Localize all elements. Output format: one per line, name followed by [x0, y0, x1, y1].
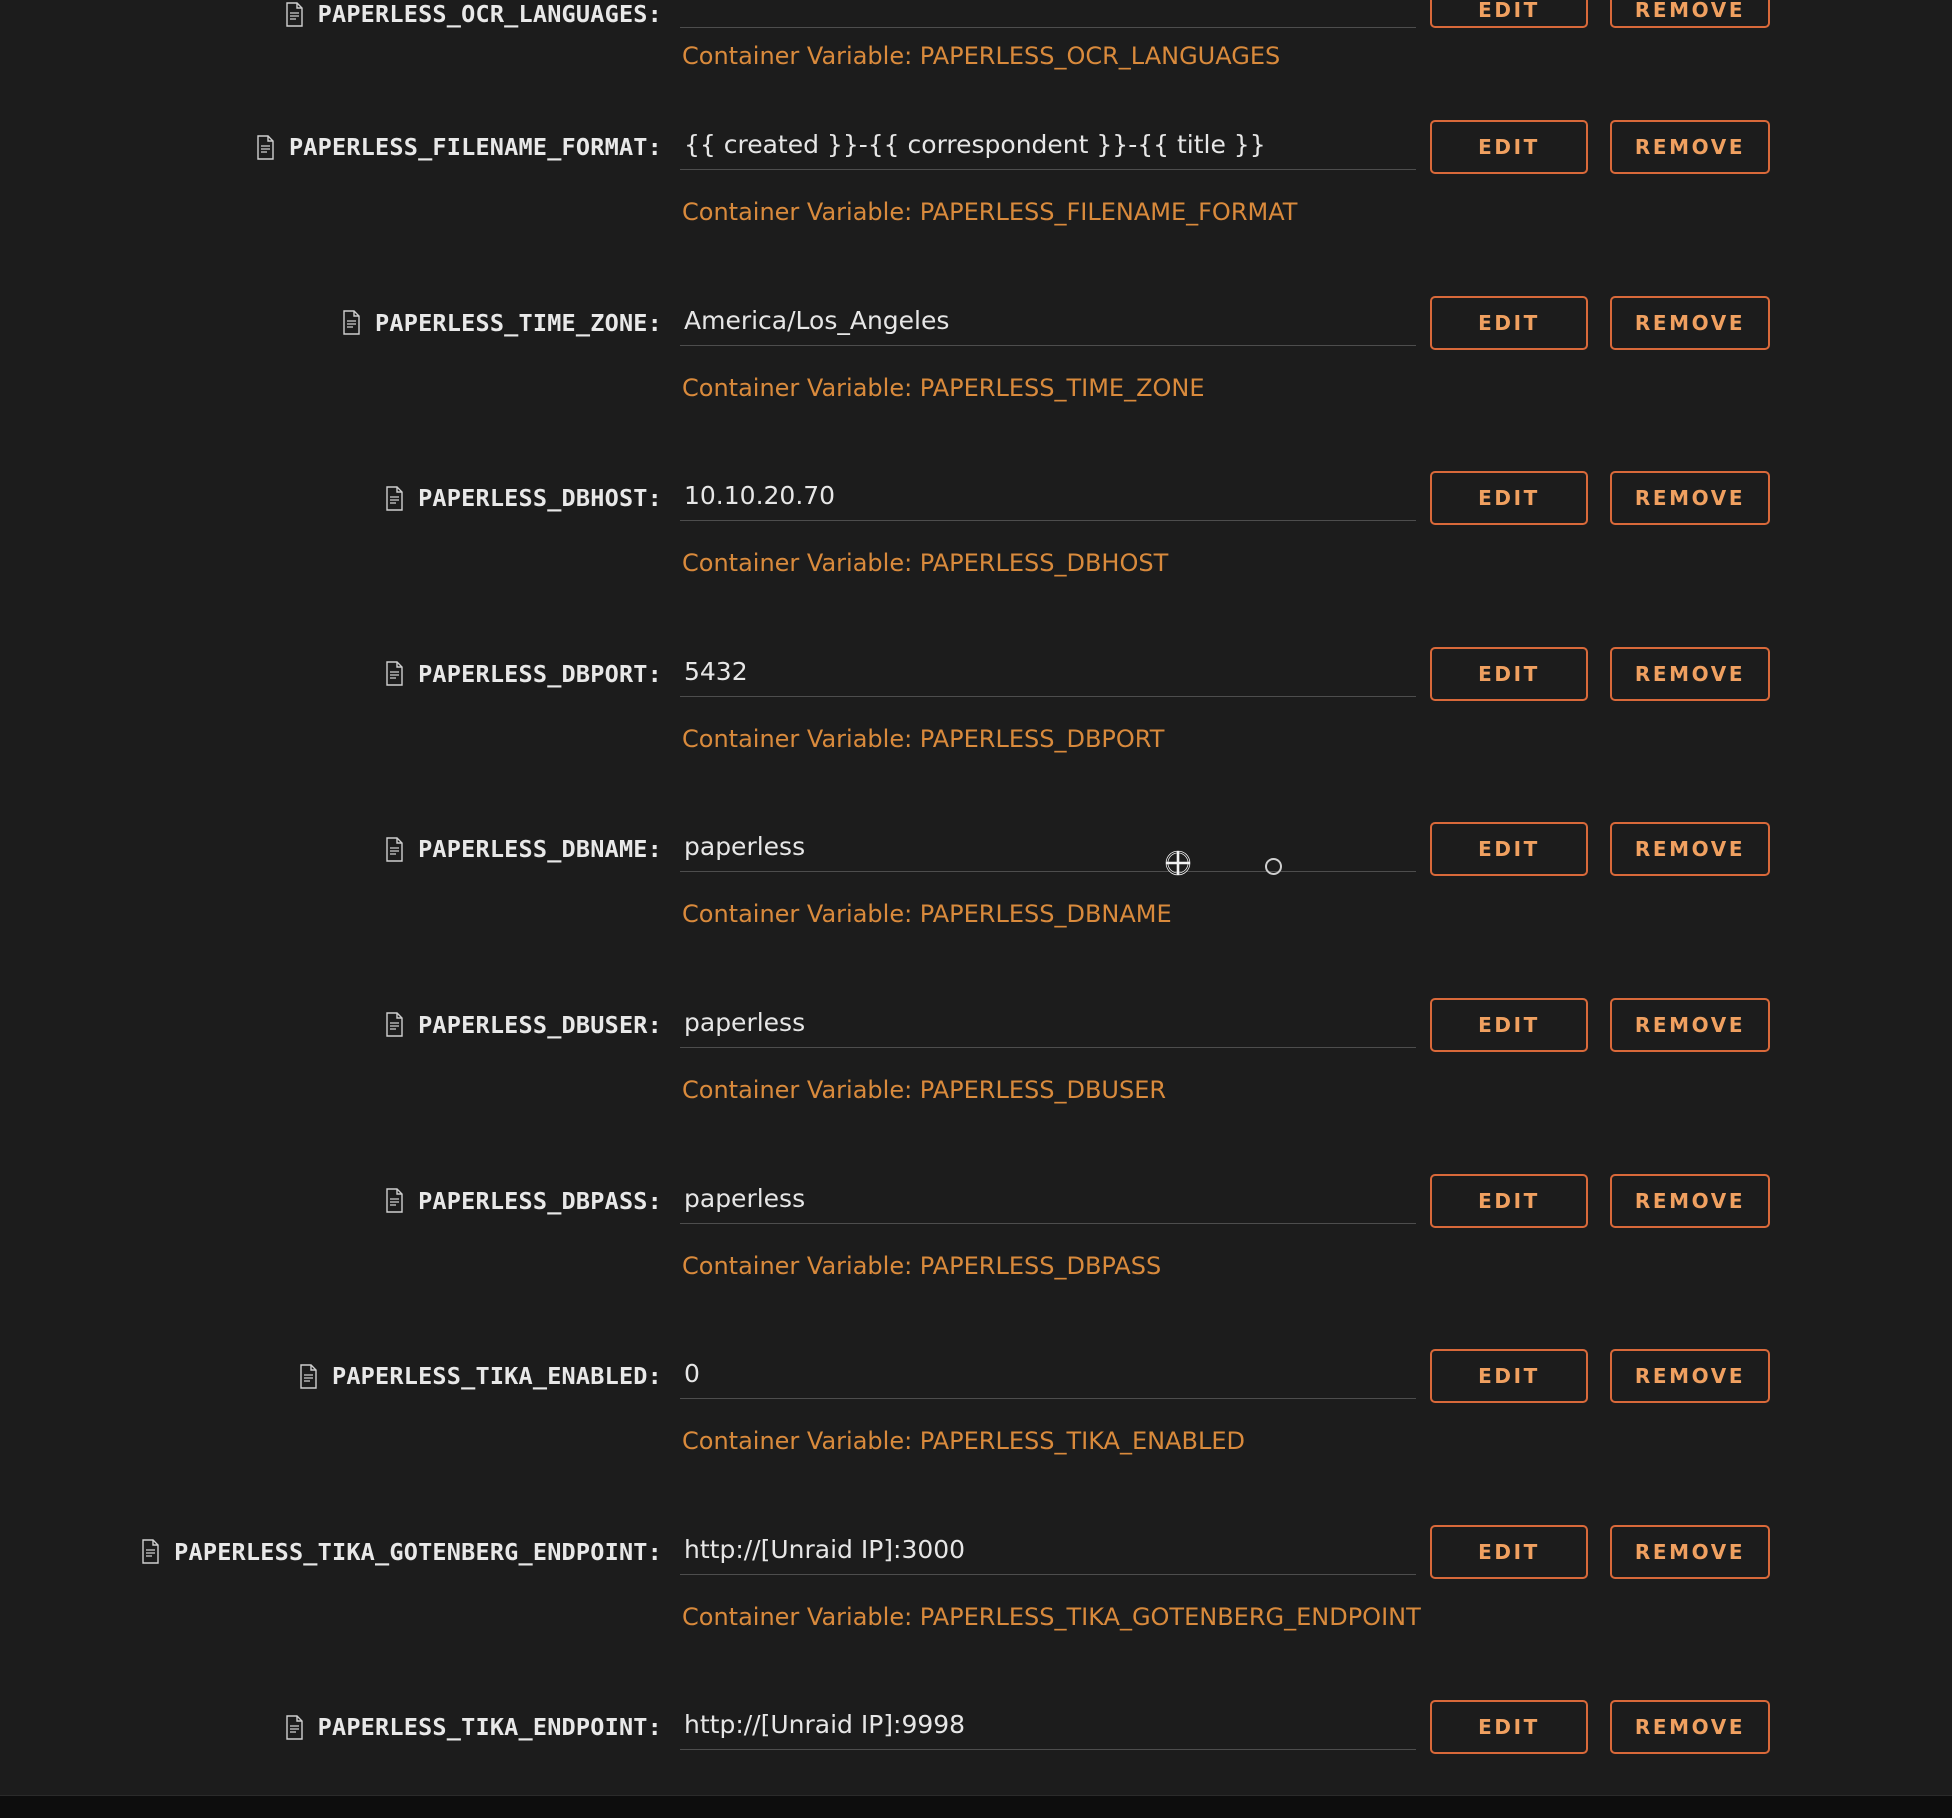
row-helper-text: Container Variable: PAPERLESS_DBNAME: [682, 900, 1172, 929]
row-actions: [1412, 120, 1770, 174]
row-helper-text: Container Variable: PAPERLESS_TIKA_ENABLED: [682, 1427, 1245, 1456]
row-main: [0, 637, 1952, 711]
edit-button[interactable]: EDIT: [1430, 647, 1588, 701]
row-label: PAPERLESS_FILENAME_FORMAT:: [288, 133, 662, 161]
document-icon: [255, 135, 276, 160]
document-icon: [384, 1012, 405, 1037]
row-label-cell: [0, 133, 672, 161]
row-actions: [1412, 1174, 1770, 1228]
document-icon: [284, 1715, 305, 1740]
variable-value-input[interactable]: [680, 1704, 1416, 1750]
table-row: [0, 1164, 1952, 1340]
row-actions: [1412, 296, 1770, 350]
row-label-cell: [0, 1011, 672, 1039]
table-row: [0, 988, 1952, 1164]
table-row: [0, 1690, 1952, 1786]
row-main: [0, 110, 1952, 184]
edit-button[interactable]: EDIT: [1430, 822, 1588, 876]
row-label-cell: [0, 1713, 672, 1741]
row-input-cell: [672, 124, 1412, 170]
row-label-cell: [0, 1187, 672, 1215]
row-actions: [1412, 1349, 1770, 1403]
edit-button[interactable]: EDIT: [1430, 1700, 1588, 1754]
variable-value-input[interactable]: [680, 1002, 1416, 1048]
variable-value-input[interactable]: [680, 0, 1416, 28]
row-helper-text: Container Variable: PAPERLESS_DBPORT: [682, 724, 1165, 753]
document-icon: [384, 486, 405, 511]
row-actions: [1412, 998, 1770, 1052]
row-input-cell: [672, 1704, 1412, 1750]
table-row: [0, 1339, 1952, 1515]
variable-value-input[interactable]: [680, 1178, 1416, 1224]
row-label-cell: [0, 309, 672, 337]
document-icon: [384, 1188, 405, 1213]
row-input-cell: [672, 300, 1412, 346]
row-label-cell: [0, 1538, 672, 1566]
remove-button[interactable]: REMOVE: [1610, 471, 1770, 525]
row-input-cell: [672, 0, 1412, 28]
row-main: [0, 1690, 1952, 1764]
remove-button[interactable]: REMOVE: [1610, 647, 1770, 701]
row-label: PAPERLESS_DBUSER:: [418, 1010, 662, 1039]
table-row: [0, 637, 1952, 813]
edit-button[interactable]: EDIT: [1430, 998, 1588, 1052]
edit-button[interactable]: EDIT: [1430, 1174, 1588, 1228]
row-label-cell: [0, 0, 672, 28]
row-label: PAPERLESS_DBPORT:: [418, 659, 662, 688]
variable-value-input[interactable]: [680, 300, 1416, 346]
edit-button[interactable]: EDIT: [1430, 1525, 1588, 1579]
table-row: [0, 286, 1952, 462]
row-input-cell: [672, 1353, 1412, 1399]
table-row: [0, 812, 1952, 988]
row-helper-text: Container Variable: PAPERLESS_FILENAME_FORMAT: [682, 198, 1298, 226]
row-label: PAPERLESS_TIME_ZONE:: [375, 308, 662, 337]
row-actions: [1412, 0, 1770, 28]
row-helper-text: Container Variable: PAPERLESS_DBPASS: [682, 1251, 1162, 1280]
row-helper-text: Container Variable: PAPERLESS_TIME_ZONE: [682, 373, 1205, 402]
row-main: [0, 1339, 1952, 1413]
variable-value-input[interactable]: [680, 1529, 1416, 1575]
row-label: PAPERLESS_DBPASS:: [418, 1186, 662, 1215]
row-label: PAPERLESS_TIKA_ENABLED:: [331, 1362, 662, 1391]
row-helper-text: Container Variable: PAPERLESS_DBHOST: [682, 549, 1169, 578]
remove-button[interactable]: REMOVE: [1610, 1174, 1770, 1228]
row-main: [0, 461, 1952, 535]
document-icon: [284, 2, 305, 27]
row-label: PAPERLESS_DBHOST:: [418, 484, 662, 513]
edit-button[interactable]: EDIT: [1430, 471, 1588, 525]
row-label: PAPERLESS_TIKA_ENDPOINT:: [317, 1713, 662, 1742]
remove-button[interactable]: REMOVE: [1610, 0, 1770, 28]
edit-button[interactable]: EDIT: [1430, 0, 1588, 28]
variable-value-input[interactable]: [680, 124, 1416, 170]
row-helper-text: Container Variable: PAPERLESS_TIKA_GOTENBERG_ENDPOINT: [682, 1602, 1421, 1631]
row-helper-text: Container Variable: PAPERLESS_DBUSER: [682, 1075, 1167, 1104]
row-helper-text: Container Variable: PAPERLESS_OCR_LANGUAGES: [682, 42, 1281, 70]
row-input-cell: [672, 826, 1412, 872]
table-row: [0, 110, 1952, 286]
variable-value-input[interactable]: [680, 1353, 1416, 1399]
variable-value-input[interactable]: [680, 826, 1416, 872]
row-actions: [1412, 471, 1770, 525]
row-input-cell: [672, 651, 1412, 697]
row-input-cell: [672, 1529, 1412, 1575]
document-icon: [298, 1364, 319, 1389]
row-input-cell: [672, 1002, 1412, 1048]
remove-button[interactable]: REMOVE: [1610, 120, 1770, 174]
row-label: PAPERLESS_DBNAME:: [418, 835, 662, 864]
row-label-cell: [0, 835, 672, 863]
remove-button[interactable]: REMOVE: [1610, 822, 1770, 876]
variable-value-input[interactable]: [680, 651, 1416, 697]
remove-button[interactable]: REMOVE: [1610, 1349, 1770, 1403]
horizontal-scrollbar[interactable]: [0, 1795, 1952, 1818]
table-row: [0, 0, 1952, 110]
variable-value-input[interactable]: [680, 475, 1416, 521]
row-label-cell: [0, 484, 672, 512]
row-main: [0, 0, 1952, 28]
row-main: [0, 812, 1952, 886]
row-main: [0, 1515, 1952, 1589]
row-actions: [1412, 647, 1770, 701]
row-actions: [1412, 822, 1770, 876]
row-label-cell: [0, 1362, 672, 1390]
remove-button[interactable]: REMOVE: [1610, 296, 1770, 350]
row-label: PAPERLESS_TIKA_GOTENBERG_ENDPOINT:: [174, 1537, 662, 1566]
remove-button[interactable]: REMOVE: [1610, 998, 1770, 1052]
row-actions: [1412, 1700, 1770, 1754]
row-main: [0, 286, 1952, 360]
row-label-cell: [0, 660, 672, 688]
edit-button[interactable]: EDIT: [1430, 1349, 1588, 1403]
row-input-cell: [672, 1178, 1412, 1224]
row-main: [0, 988, 1952, 1062]
table-row: [0, 1515, 1952, 1691]
remove-button[interactable]: REMOVE: [1610, 1700, 1770, 1754]
document-icon: [384, 837, 405, 862]
row-actions: [1412, 1525, 1770, 1579]
remove-button[interactable]: REMOVE: [1610, 1525, 1770, 1579]
row-label: PAPERLESS_OCR_LANGUAGES:: [317, 0, 662, 28]
edit-button[interactable]: EDIT: [1430, 296, 1588, 350]
document-icon: [341, 310, 362, 335]
document-icon: [140, 1539, 161, 1564]
table-row: [0, 461, 1952, 637]
row-main: [0, 1164, 1952, 1238]
row-input-cell: [672, 475, 1412, 521]
edit-button[interactable]: EDIT: [1430, 120, 1588, 174]
document-icon: [384, 661, 405, 686]
